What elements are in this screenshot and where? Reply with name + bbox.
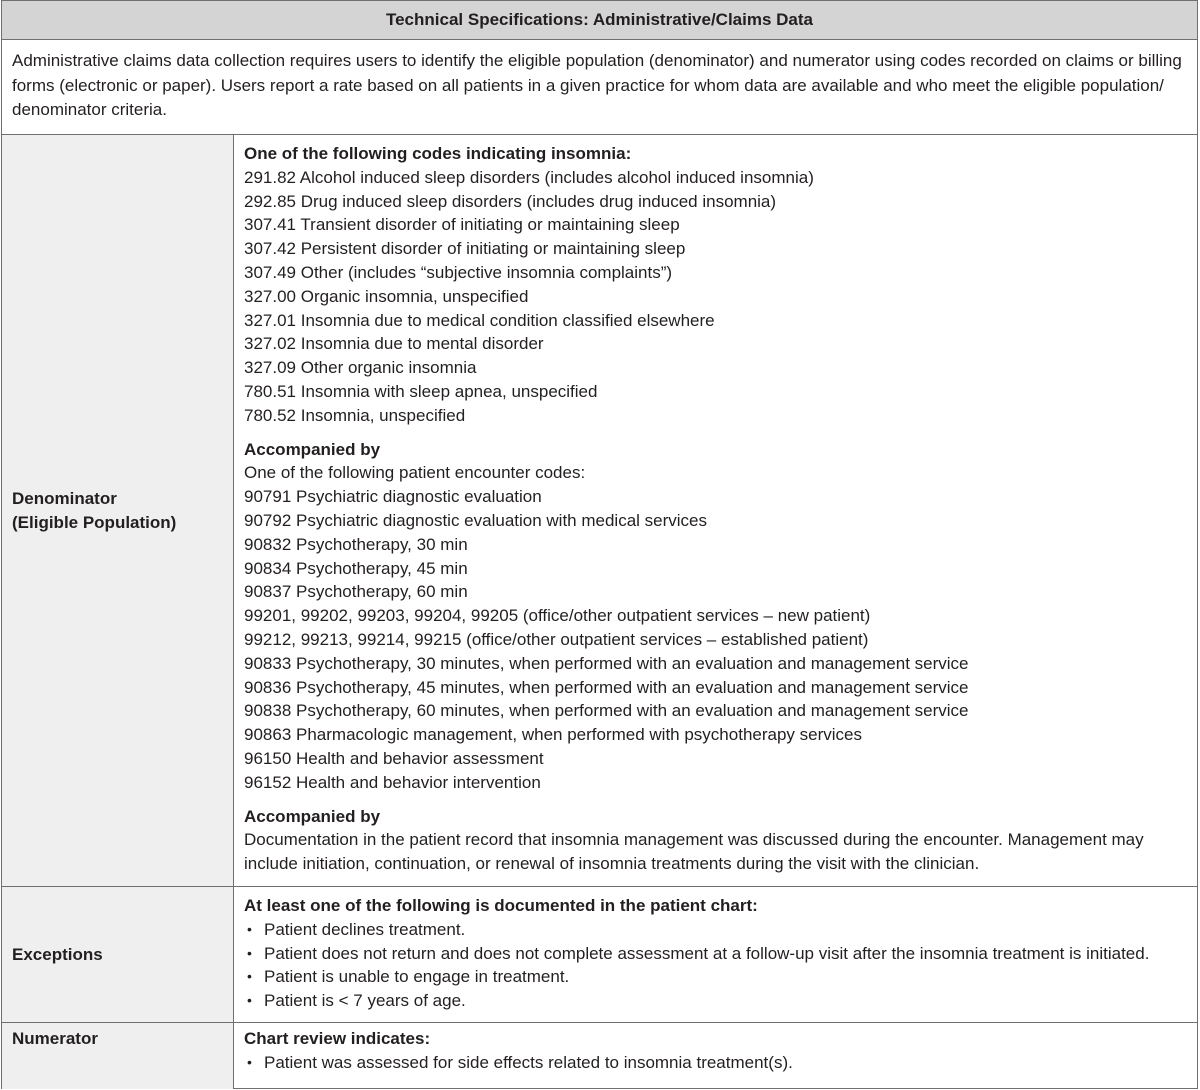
exceptions-list: [244, 918, 1187, 1013]
numerator-heading: Chart review indicates:: [244, 1029, 431, 1048]
exception-item: [244, 918, 1187, 942]
encounter-code-item: 90834 Psychotherapy, 45 min: [244, 558, 468, 578]
insomnia-code-item: 780.52 Insomnia, unspecified: [244, 405, 466, 425]
insomnia-code-item: 327.02 Insomnia due to mental disorder: [244, 334, 544, 354]
exceptions-label: Exceptions: [2, 887, 234, 1022]
intro-paragraph: Administrative claims data collection requires users to identify the eligible population (denominator) and numerator using codes recorded on claims or billing forms (electronic or paper). Users report a rate based on all patients in a given practice for whom data are available and who meet the eligible population/ denominator criteria.: [2, 40, 1197, 135]
exceptions-heading: At least one of the following is documented in the patient chart:: [244, 896, 758, 915]
numerator-list: [244, 1051, 1187, 1075]
insomnia-code-item: 780.51 Insomnia with sleep apnea, unspecified: [244, 381, 598, 401]
denominator-row: [2, 135, 1197, 887]
encounter-code-item: 90838 Psychotherapy, 60 minutes, when performed with an evaluation and management service: [244, 701, 969, 721]
encounter-code-item: 90836 Psychotherapy, 45 minutes, when performed with an evaluation and management service: [244, 677, 969, 697]
bullet-icon: •: [247, 992, 252, 1009]
encounter-code-item: 96152 Health and behavior intervention: [244, 772, 541, 792]
bullet-icon: •: [247, 968, 252, 985]
insomnia-code-item: 327.09 Other organic insomnia: [244, 358, 477, 378]
encounter-code-item: 90832 Psychotherapy, 30 min: [244, 534, 468, 554]
encounter-code-item: 90833 Psychotherapy, 30 minutes, when performed with an evaluation and management service: [244, 653, 969, 673]
encounter-codes-group: [244, 438, 1187, 795]
encounter-code-item: 99212, 99213, 99214, 99215 (office/other outpatient services – established patient): [244, 629, 869, 649]
exception-item: [244, 989, 1187, 1013]
exception-item-text: Patient declines treatment.: [264, 919, 466, 939]
documentation-group: [244, 805, 1187, 876]
encounter-code-item: 90791 Psychiatric diagnostic evaluation: [244, 487, 542, 507]
denominator-content: [234, 135, 1197, 886]
insomnia-code-item: 327.00 Organic insomnia, unspecified: [244, 286, 529, 306]
encounter-codes-list: [244, 485, 1187, 794]
numerator-label: Numerator: [2, 1023, 234, 1089]
insomnia-code-item: 307.42 Persistent disorder of initiating or maintaining sleep: [244, 239, 686, 259]
exception-item: [244, 965, 1187, 989]
encounter-code-item: 90837 Psychotherapy, 60 min: [244, 582, 468, 602]
exception-item-text: Patient does not return and does not complete assessment at a follow-up visit after the insomnia treatment is initiated.: [264, 943, 1150, 963]
accompanied-by-heading: Accompanied by: [244, 806, 381, 826]
insomnia-code-item: 291.82 Alcohol induced sleep disorders (includes alcohol induced insomnia): [244, 167, 814, 187]
exceptions-content: [234, 887, 1197, 1022]
insomnia-code-item: 292.85 Drug induced sleep disorders (includes drug induced insomnia): [244, 191, 777, 211]
bullet-icon: •: [247, 944, 252, 961]
insomnia-code-item: 307.41 Transient disorder of initiating or maintaining sleep: [244, 215, 680, 235]
insomnia-codes-heading: One of the following codes indicating insomnia:: [244, 144, 632, 163]
documentation-text: Documentation in the patient record that insomnia management was discussed during the encounter. Management may include initiation, continuation, or renewal of insomnia treatments during the visit with the clinician.: [244, 830, 1144, 874]
bullet-icon: •: [247, 920, 252, 937]
insomnia-codes-group: [244, 142, 1187, 428]
encounter-code-item: 90792 Psychiatric diagnostic evaluation with medical services: [244, 510, 708, 530]
insomnia-codes-list: [244, 166, 1187, 428]
encounter-codes-intro: One of the following patient encounter codes:: [244, 463, 586, 483]
technical-specifications-table: [1, 0, 1198, 1089]
exception-item-text: Patient is unable to engage in treatment.: [264, 967, 570, 987]
numerator-row: [2, 1023, 1197, 1089]
encounter-code-item: 99201, 99202, 99203, 99204, 99205 (office/other outpatient services – new patient): [244, 606, 871, 626]
bullet-icon: •: [247, 1053, 252, 1070]
numerator-content: [234, 1023, 1197, 1089]
denominator-label: [2, 135, 234, 886]
insomnia-code-item: 327.01 Insomnia due to medical condition classified elsewhere: [244, 310, 715, 330]
encounter-code-item: 90863 Pharmacologic management, when performed with psychotherapy services: [244, 725, 862, 745]
numerator-item-text: Patient was assessed for side effects related to insomnia treatment(s).: [264, 1052, 793, 1072]
table-title: Technical Specifications: Administrative/Claims Data: [2, 1, 1197, 40]
numerator-item: [244, 1051, 1187, 1075]
insomnia-code-item: 307.49 Other (includes “subjective insomnia complaints”): [244, 262, 673, 282]
encounter-code-item: 96150 Health and behavior assessment: [244, 748, 544, 768]
exception-item-text: Patient is < 7 years of age.: [264, 991, 466, 1011]
accompanied-by-heading: Accompanied by: [244, 439, 381, 459]
exceptions-row: [2, 887, 1197, 1023]
denominator-label-title: Denominator: [12, 488, 117, 508]
exception-item: [244, 942, 1187, 966]
denominator-label-subtitle: (Eligible Population): [12, 512, 177, 532]
